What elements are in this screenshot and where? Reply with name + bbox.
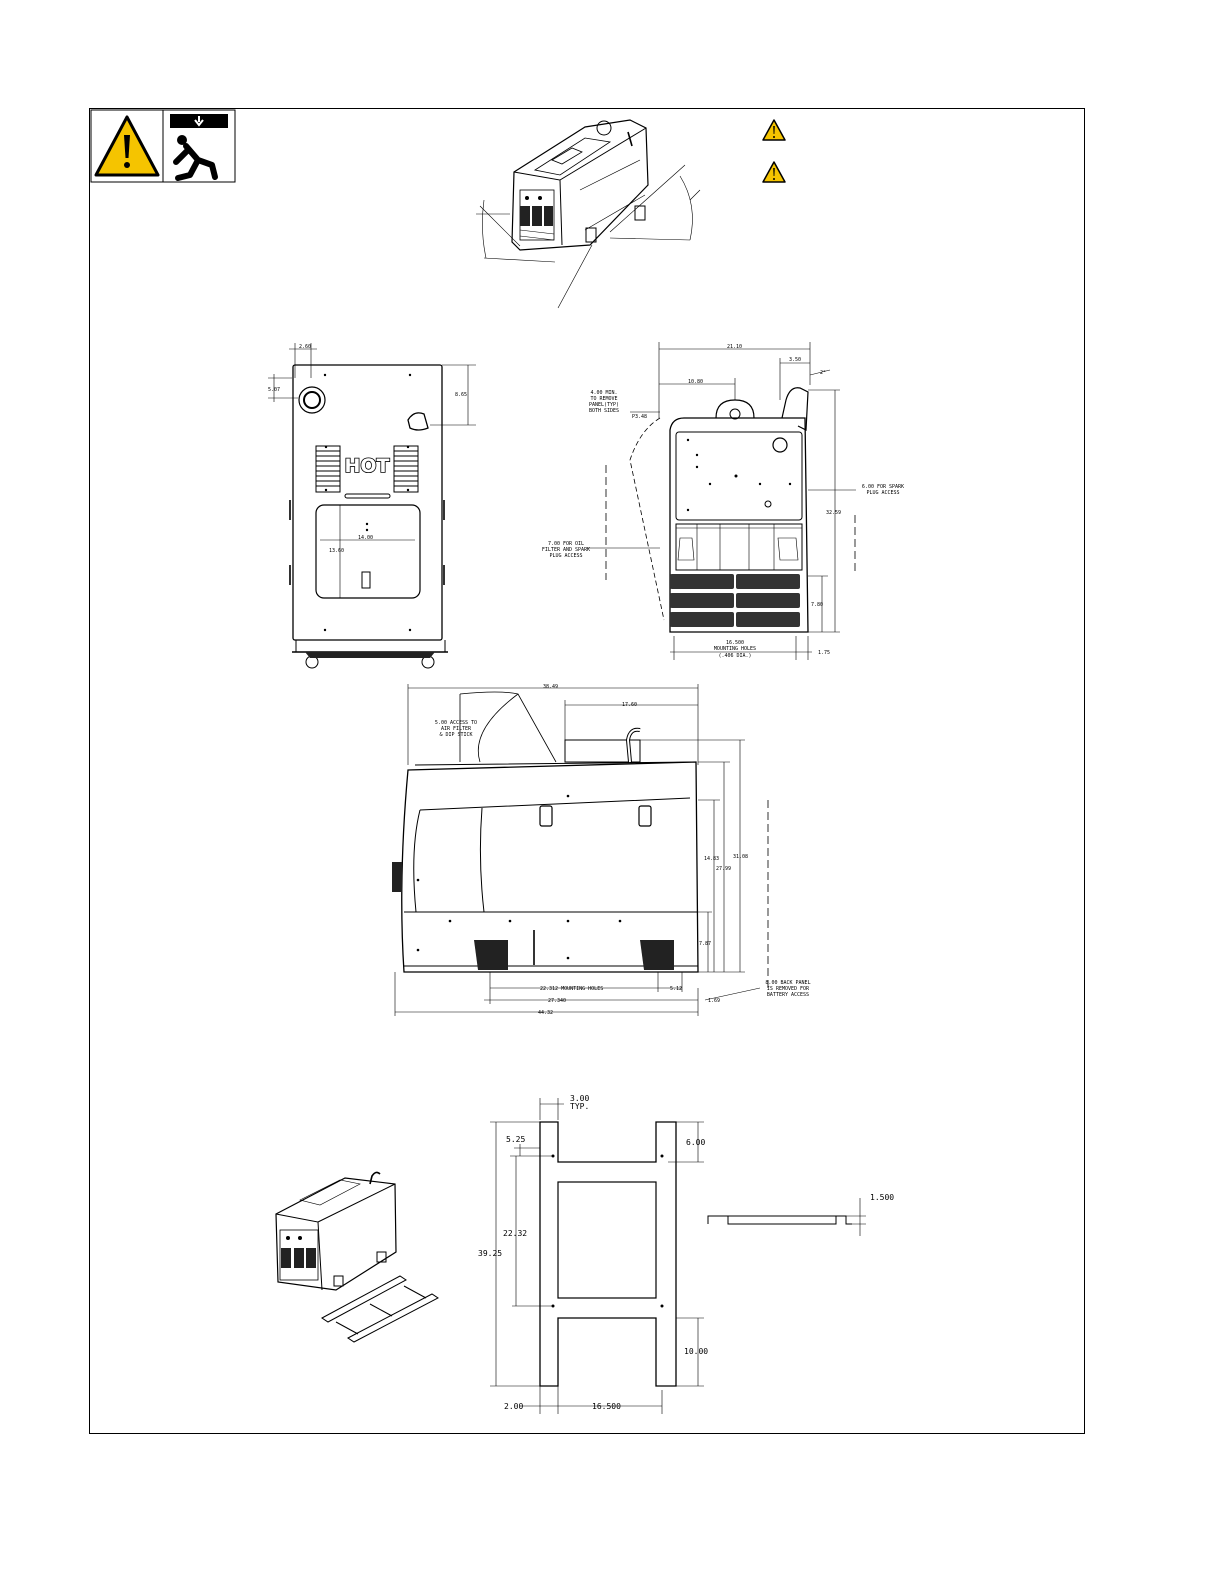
base-section-view [708,1193,894,1236]
svg-text:8.00 BACK PANEL: 8.00 BACK PANEL [765,980,811,986]
dim-label: P3.48 [632,414,648,420]
dim-label: 2° [820,370,827,376]
warning-icon [763,120,785,140]
svg-text:AIR FILTER: AIR FILTER [440,726,472,732]
dim-label: 2.60 [299,344,312,350]
note-panel-removal [589,390,619,414]
dim-label: 27.99 [716,866,732,872]
dim-label: 1.75 [818,650,831,656]
dim-label: 22.312 MOUNTING HOLES [540,986,604,992]
svg-text:(.406 DIA.): (.406 DIA.) [718,653,752,659]
dim-label: 16.500 [592,1402,621,1411]
dim-label: 3.50 [789,357,802,363]
svg-text:7.00 FOR OIL: 7.00 FOR OIL [547,541,585,547]
svg-text:16.500: 16.500 [725,640,745,646]
front-view [542,342,904,660]
svg-text:6.00 FOR SPARK: 6.00 FOR SPARK [861,484,905,490]
svg-text:PLUG ACCESS: PLUG ACCESS [866,490,900,496]
svg-text:5.00 ACCESS TO: 5.00 ACCESS TO [434,720,478,726]
falling-equipment-icon [170,114,228,178]
isometric-base-view [276,1172,438,1342]
dim-label: 27.340 [548,998,567,1004]
svg-text:4.00 MIN.: 4.00 MIN. [590,390,618,396]
svg-text:PANEL(TYP): PANEL(TYP) [588,402,620,408]
svg-text:BATTERY ACCESS: BATTERY ACCESS [766,992,810,998]
dim-label: 14.00 [358,535,374,541]
dim-label: 32.59 [826,510,842,516]
note-mounting-holes [714,640,756,659]
warning-icon-panel [91,110,235,182]
dim-label: 1.69 [708,998,721,1004]
dim-label: TYP. [570,1102,590,1111]
dim-label: 5.25 [506,1135,526,1144]
dim-label: 2.00 [504,1402,524,1411]
dim-label: 31.08 [733,854,749,860]
dim-label: 13.60 [329,548,345,554]
dim-label: 7.87 [699,941,712,947]
isometric-tilt-view [476,120,700,308]
dim-label: 21.10 [727,344,743,350]
dim-label: 10.00 [684,1347,709,1356]
svg-text:FILTER AND SPARK: FILTER AND SPARK [541,547,591,553]
back-vent-right [394,446,418,492]
dim-label: 44.32 [538,1010,554,1016]
note-air-filter [435,720,477,738]
back-vent-left [316,446,340,492]
warning-icon [763,162,785,182]
dim-label: 17.60 [622,702,638,708]
svg-text:MOUNTING HOLES: MOUNTING HOLES [713,646,757,652]
note-back-panel [765,980,810,998]
dim-label: 6.00 [686,1138,706,1147]
side-view [392,684,811,1016]
dim-label: 7.80 [811,602,824,608]
svg-text:BOTH SIDES: BOTH SIDES [588,408,620,414]
note-spark-plug [862,484,904,496]
dim-label: 8.65 [455,392,468,398]
hot-label: HOT [344,455,390,477]
dim-label: 3.00 [570,1094,590,1103]
dim-label: 1.500 [870,1193,895,1202]
dim-label: 14.83 [704,856,720,862]
svg-text:& DIP STICK: & DIP STICK [439,732,473,738]
dim-label: 5.07 [268,387,281,393]
base-plan-view [478,1094,708,1414]
dim-label: 22.32 [503,1229,528,1238]
warning-triangle-icon [96,117,158,175]
dim-label: 5.12 [670,986,683,992]
dim-label: 38.49 [543,684,559,690]
svg-text:PLUG ACCESS: PLUG ACCESS [549,553,583,559]
svg-text:IS REMOVED FOR: IS REMOVED FOR [766,986,810,992]
back-view [268,343,476,668]
dim-label: 10.80 [688,379,704,385]
dim-label: 39.25 [478,1249,503,1258]
note-oil-filter [542,541,590,559]
svg-text:TO REMOVE: TO REMOVE [590,396,618,402]
